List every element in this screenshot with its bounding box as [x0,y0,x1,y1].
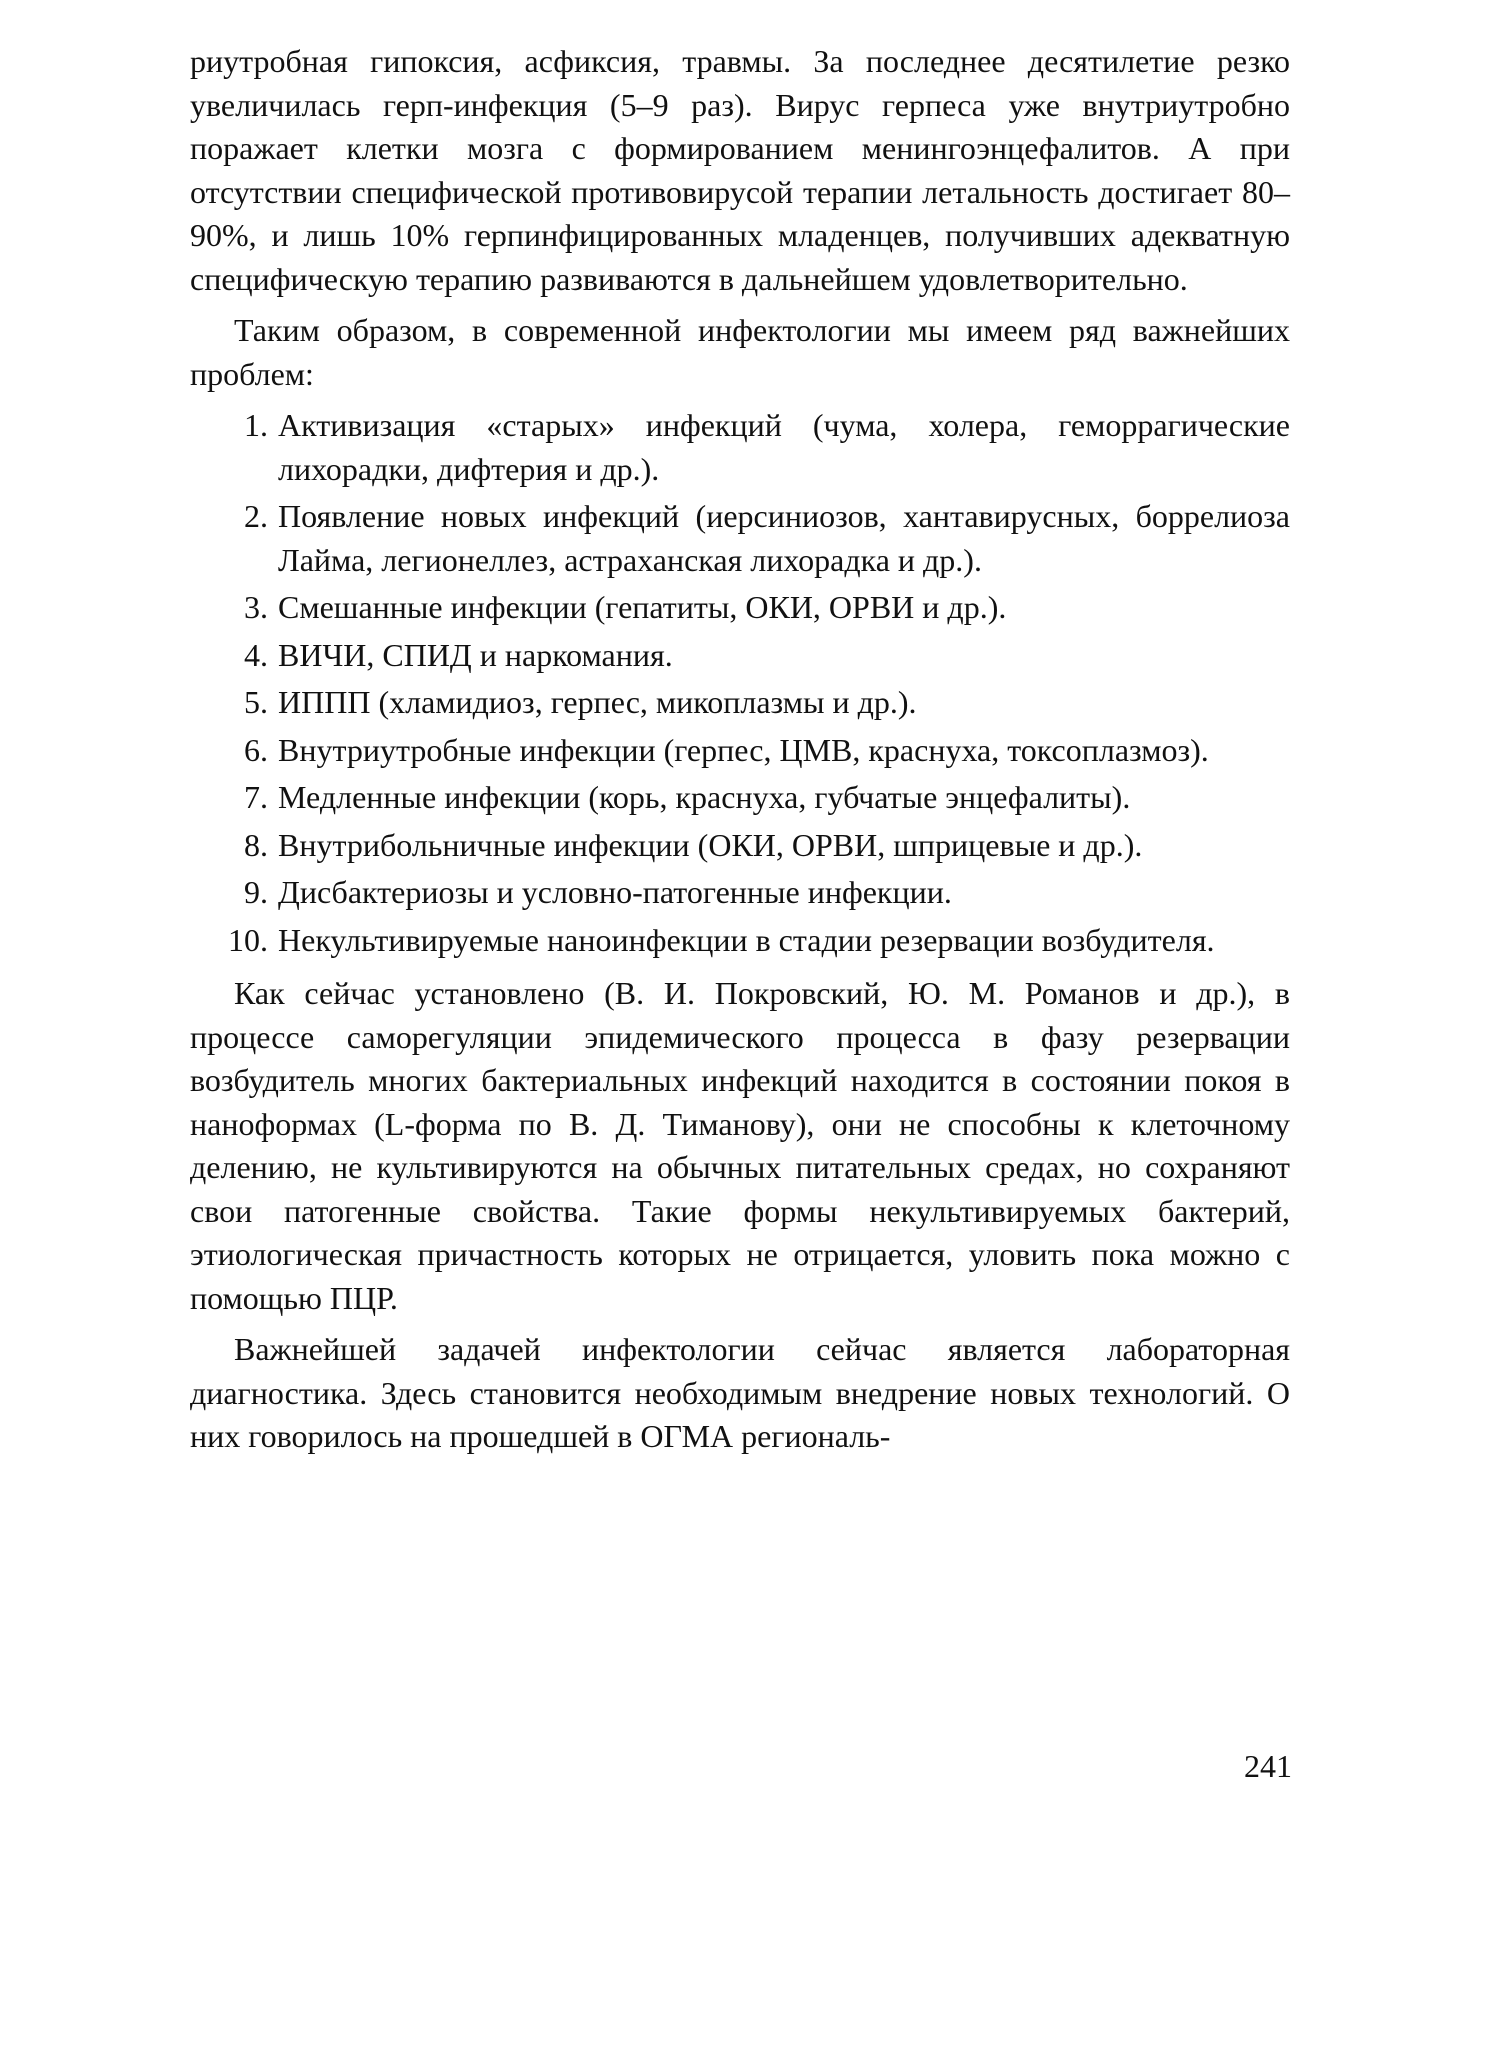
list-item-number: 6. [244,731,268,768]
list-item [190,681,1290,725]
list-item-text: Смешанные инфекции (гепатиты, ОКИ, ОРВИ и др.). [278,589,1007,625]
list-item [190,776,1290,820]
list-item-number: 7. [244,779,268,815]
list-item [190,586,1290,630]
list-item-number: 9. [244,874,268,910]
list-item [190,919,1290,963]
list-item-text: Внутриутробные инфекции (герпес, ЦМВ, краснуха, токсоплазмоз). [278,731,1209,768]
list-item-number: 1. [244,407,268,443]
paragraph-nanoforms: Как сейчас установлено (В. И. Покровский, Ю. М. Романов и др.), в процессе саморегуляции эпидемического процесса в фазу резервации возбудитель многих бактериальных инфекций находится в состоянии покоя в наноформах (L-форма по В. Д. Тиманову), они не способны к клеточному делению, не культивируются на обычных питательных средах, но сохраняют свои патогенные свойства. Такие формы некультивируемых бактерий, этиологическая причастность которых не отрицается, уловить пока можно с помощью ПЦР. [190,975,1290,1316]
list-item-text: Дисбактериозы и условно-патогенные инфекции. [278,874,952,910]
problems-list [190,404,1290,962]
paragraph-problems-intro: Таким образом, в современной инфектологии мы имеем ряд важнейших проблем: [190,312,1290,392]
list-item-text: Медленные инфекции (корь, краснуха, губчатые энцефалиты). [278,779,1131,815]
list-item-number: 8. [244,826,268,863]
list-item-text: Некультивируемые наноинфекции в стадии резервации возбудителя. [278,921,1215,958]
page-body [190,40,1290,1467]
list-item-number: 5. [244,684,268,720]
list-item [190,634,1290,678]
page-number: 241 [1244,1748,1292,1784]
list-item-text: ВИЧИ, СПИД и наркомания. [278,636,673,673]
list-item [190,495,1290,582]
list-item-text: Появление новых инфекций (иерсиниозов, хантавирусных, боррелиоза Лайма, легионеллез, астраханская лихорадка и др.). [278,498,1290,578]
list-item-text: Активизация «старых» инфекций (чума, холера, геморрагические лихорадки, дифтерия и др.). [278,407,1290,487]
list-item-number: 3. [244,589,268,625]
list-item [190,729,1290,773]
list-item-number: 2. [244,498,268,534]
list-item [190,404,1290,491]
paragraph-continuation: риутробная гипоксия, асфиксия, травмы. За последнее десятилетие резко увеличилась герп-инфекция (5–9 раз). Вирус герпеса уже внутриутробно поражает клетки мозга с формированием менингоэнцефалитов. А при отсутствии специфической противовирусой терапии летальность достигает 80–90%, и лишь 10% герпинфицированных младенцев, получивших адекватную специфическую терапию развиваются в дальнейшем удовлетворительно. [190,43,1290,297]
paragraph-lab-diagnostics: Важнейшей задачей инфектологии сейчас является лабораторная диагностика. Здесь становится необходимым внедрение новых технологий. О них говорилось на прошедшей в ОГМА региональ- [190,1331,1290,1454]
list-item-number: 4. [244,636,268,673]
list-item-text: ИППП (хламидиоз, герпес, микоплазмы и др.). [278,684,917,720]
list-item-text: Внутрибольничные инфекции (ОКИ, ОРВИ, шприцевые и др.). [278,826,1143,863]
list-item [190,871,1290,915]
list-item [190,824,1290,868]
list-item-number: 10. [228,921,268,958]
